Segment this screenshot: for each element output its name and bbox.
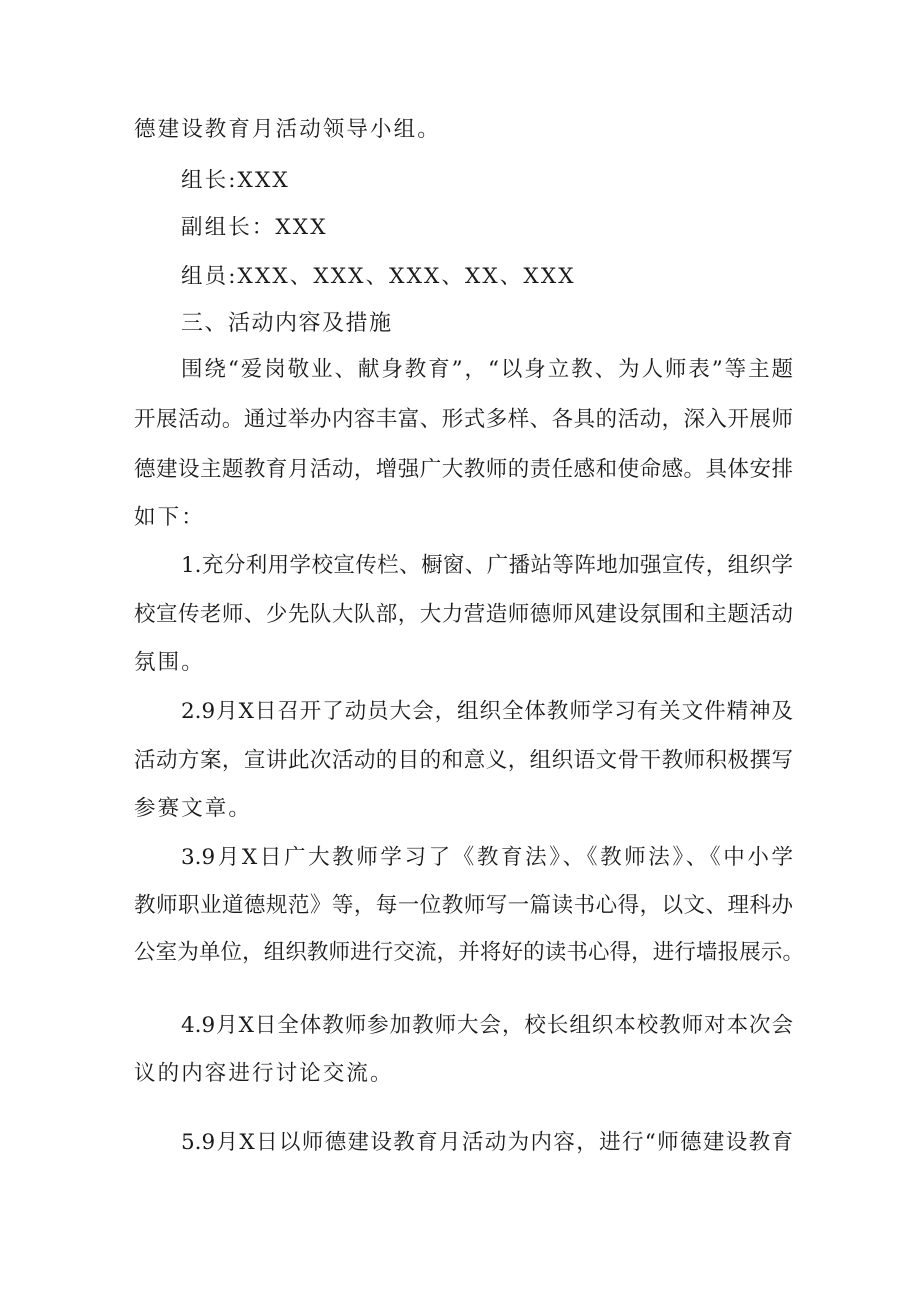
paragraph-line: 公室为单位，组织教师进行交流，并将好的读书心得，进行墙报展示。 [134, 940, 804, 965]
paragraph-line: 5.9月X日以师德建设教育月活动为内容，进行“师德建设教育 [181, 1130, 793, 1155]
paragraph-line: 2.9月X日召开了动员大会，组织全体教师学习有关文件精神及 [181, 699, 793, 724]
paragraph-line: 氛围。 [134, 650, 205, 675]
team-members-line: 组员:XXX、XXX、XXX、XX、XXX [181, 264, 576, 289]
paragraph-line: 4.9月X日全体教师参加教师大会，校长组织本校教师对本次会 [181, 1013, 793, 1038]
paragraph-line: 校宣传老师、少先队大队部，大力营造师德师风建设氛围和主题活动 [134, 602, 793, 627]
paragraph-line: 活动方案，宣讲此次活动的目的和意义，组织语文骨干教师积极撰写 [134, 748, 793, 773]
section-heading: 三、活动内容及措施 [181, 311, 393, 336]
paragraph-line: 围绕“爱岗敬业、献身教育”，“以身立教、为人师表”等主题 [181, 357, 793, 382]
paragraph-line: 议的内容进行讨论交流。 [134, 1061, 394, 1086]
paragraph-line: 德建设主题教育月活动，增强广大教师的责任感和使命感。具体安排 [134, 457, 793, 482]
paragraph-line: 1.充分利用学校宣传栏、橱窗、广播站等阵地加强宣传，组织学 [181, 553, 793, 578]
paragraph-line: 开展活动。通过举办内容丰富、形式多样、各具的活动，深入开展师 [134, 407, 793, 432]
paragraph-line: 教师职业道德规范》等，每一位教师写一篇读书心得，以文、理科办 [134, 893, 793, 918]
paragraph-line: 3.9月X日广大教师学习了《教育法》、《教师法》、《中小学 [181, 845, 793, 870]
paragraph-line: 德建设教育月活动领导小组。 [134, 117, 441, 142]
paragraph-line: 参赛文章。 [134, 796, 253, 821]
deputy-leader-line: 副组长：XXX [181, 215, 328, 240]
team-leader-line: 组长:XXX [181, 168, 290, 193]
paragraph-line: 如下： [134, 505, 205, 530]
